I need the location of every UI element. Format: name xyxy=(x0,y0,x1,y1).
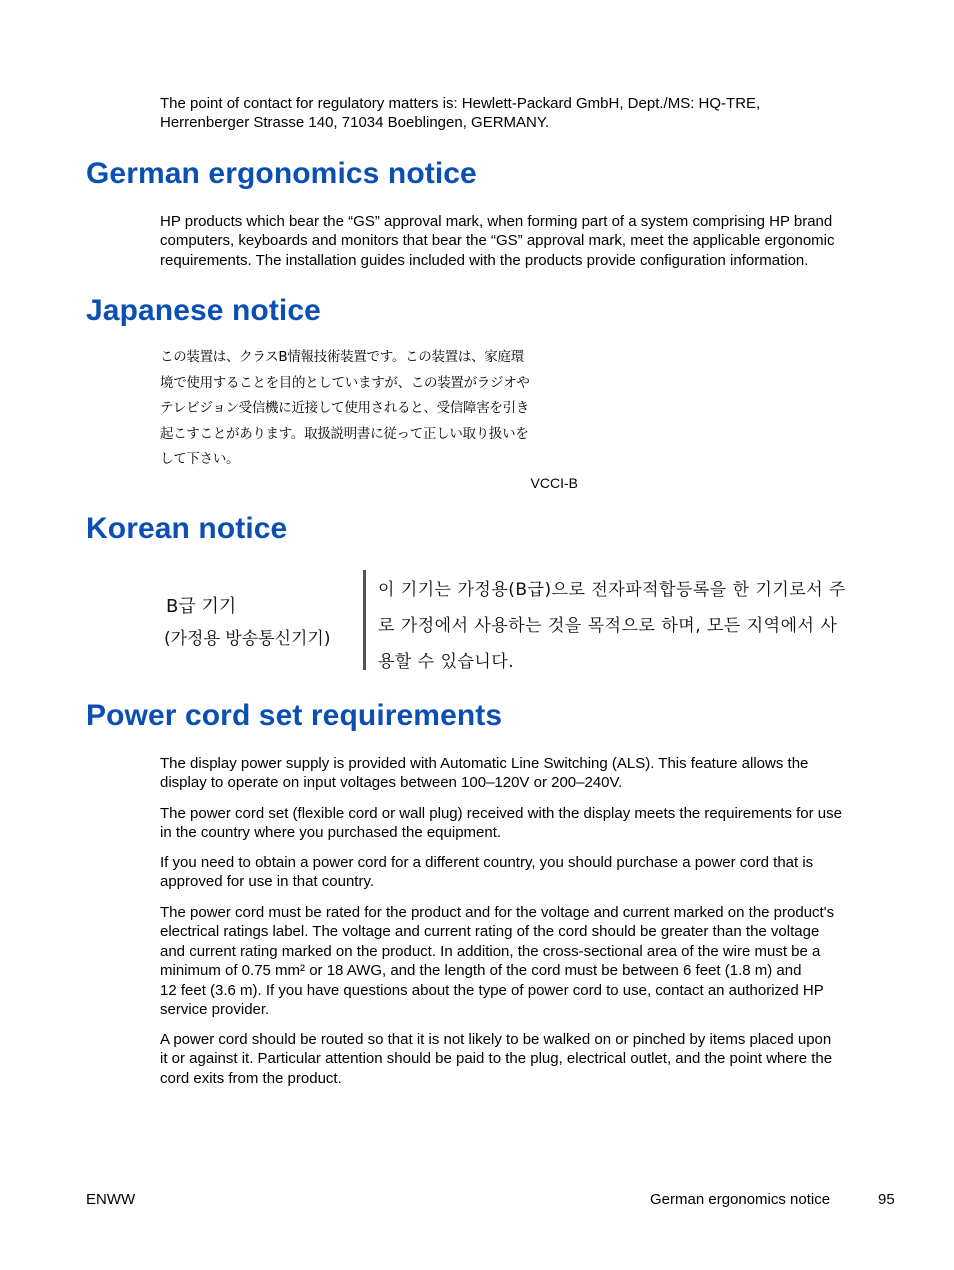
korean-notice-heading: Korean notice xyxy=(86,512,288,545)
korean-class-title: B급 기기 xyxy=(166,596,237,617)
japanese-notice-text: この装置は、クラスB情報技術装置です。この装置は、家庭環 境で使用することを目的としていますが、この装置がラジオや テレビジョン受信機に近接して使用されると、受信障害を引き 起こすことがあります。取扱説明書に従って正しい取り扱いを して下さい。 xyxy=(160,349,530,467)
japanese-notice-block xyxy=(160,345,578,491)
german-ergonomics-body: HP products which bear the “GS” approval mark, when forming part of a system comprising HP brand computers, keyboards and monitors that bear the “GS” approval mark, meet the applicable ergonomic requirements. The installation guides included with the products provide configuration information. xyxy=(160,213,835,269)
korean-class-subtitle: (가정용 방송통신기기) xyxy=(164,629,331,649)
korean-notice-text: 이 기기는 가정용(B급)으로 전자파적합등록을 한 기기로서 주 로 가정에서 사용하는 것을 목적으로 하며, 모든 지역에서 사 용할 수 있습니다. xyxy=(378,580,846,672)
korean-divider xyxy=(363,570,366,670)
korean-notice-image xyxy=(160,568,912,672)
regulatory-contact-text: The point of contact for regulatory matters is: Hewlett-Packard GmbH, Dept./MS: HQ-TRE, Herrenberger Strasse 140, 71034 Boeblingen, GERMANY. xyxy=(160,95,761,132)
german-ergonomics-heading: German ergonomics notice xyxy=(86,157,477,190)
power-cord-paragraph-1: The display power supply is provided with Automatic Line Switching (ALS). This feature allows the display to operate on input voltages between 100–120V or 200–240V. xyxy=(160,755,809,792)
power-cord-paragraph-2: The power cord set (flexible cord or wall plug) received with the display meets the requirements for use in the country where you purchased the equipment. xyxy=(160,805,842,842)
power-cord-paragraph-5: A power cord should be routed so that it is not likely to be walked on or pinched by items placed upon it or against it. Particular attention should be paid to the plug, electrical outlet, and the point where the cord exits from the product. xyxy=(160,1031,833,1087)
japanese-notice-heading: Japanese notice xyxy=(86,294,321,327)
footer-page-number: 95 xyxy=(878,1191,895,1208)
footer-enww: ENWW xyxy=(86,1191,136,1208)
footer-section-title: German ergonomics notice xyxy=(650,1191,831,1208)
power-cord-heading: Power cord set requirements xyxy=(86,699,503,732)
power-cord-paragraph-3: If you need to obtain a power cord for a different country, you should purchase a power cord that is approved for use in that country. xyxy=(160,854,814,891)
vcci-label: VCCI-B xyxy=(530,474,578,491)
power-cord-paragraph-4: The power cord must be rated for the product and for the voltage and current marked on the product's electrical ratings label. The voltage and current rating of the cord should be greater than the voltage and current rating marked on the product. In addition, the cross-sectional area of the wire must be a minimum of 0.75 mm² or 18 AWG, and the length of the cord must be between 6 feet (1.8 m) and 12 feet (3.6 m). If you have questions about the type of power cord to use, contact an authorized HP service provider. xyxy=(160,904,835,1019)
